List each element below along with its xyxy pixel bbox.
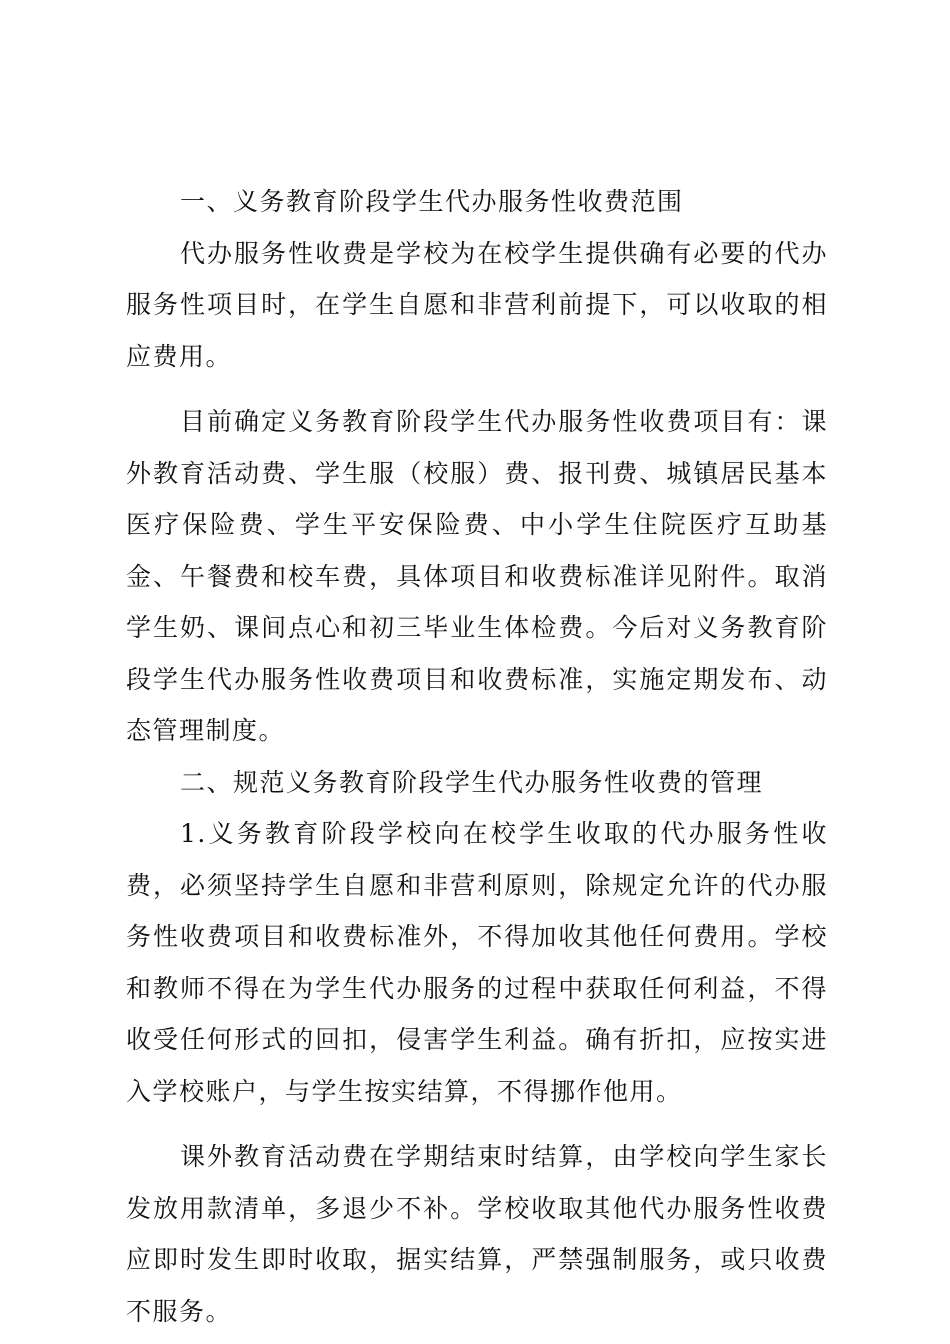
paragraph-rule-1: 1.义务教育阶段学校向在校学生收取的代办服务性收费，必须坚持学生自愿和非营利原则，除规定允许的代办服务性收费项目和收费标准外，不得加收其他任何费用。学校和教师不得在为学生代办服务的过程中获取任何利益，不得收受任何形式的回扣，侵害学生利益。确有折扣，应按实进入学校账户，与学生按实结算，不得挪作他用。	[126, 819, 828, 1106]
document-body	[126, 176, 828, 1337]
section-heading-2: 二、规范义务教育阶段学生代办服务性收费的管理	[180, 767, 764, 797]
section-heading-1: 一、义务教育阶段学生代办服务性收费范围	[180, 187, 684, 216]
paragraph-settlement: 课外教育活动费在学期结束时结算，由学校向学生家长发放用款清单，多退少不补。学校收取其他代办服务性收费应即时发生即时收取，据实结算，严禁强制服务，或只收费不服务。	[126, 1142, 828, 1326]
paragraph-fee-items: 目前确定义务教育阶段学生代办服务性收费项目有：课外教育活动费、学生服（校服）费、报刊费、城镇居民基本医疗保险费、学生平安保险费、中小学生住院医疗互助基金、午餐费和校车费，具体项目和收费标准详见附件。取消学生奶、课间点心和初三毕业生体检费。今后对义务教育阶段学生代办服务性收费项目和收费标准，实施定期发布、动态管理制度。	[126, 407, 828, 745]
paragraph-gap	[126, 1117, 828, 1131]
paragraph-definition: 代办服务性收费是学校为在校学生提供确有必要的代办服务性项目时，在学生自愿和非营利前提下，可以收取的相应费用。	[126, 238, 828, 371]
paragraph-gap	[126, 382, 828, 396]
